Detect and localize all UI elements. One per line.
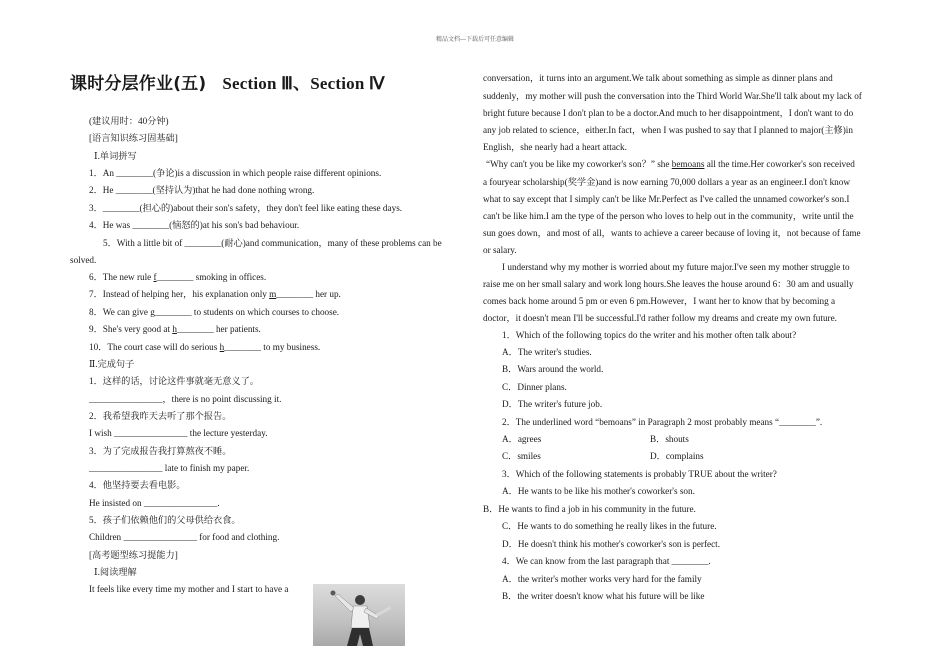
passage-p2-line-3: what to say except that I simply can't be like Mr.Perfect as I've called the unnamed coworker's son.I [483, 194, 850, 204]
page-header-note: 精品文档---下载后可任意编辑 [436, 37, 514, 43]
reading-question-3: 3．Which of the following statements is probably TRUE about the writer? [502, 469, 777, 479]
reading-passage-start: It feels like every time my mother and I start to have a [89, 584, 289, 594]
spelling-question-4: 4．He was ________(恼怒的)at his son's bad behaviour. [89, 220, 300, 230]
sentence-5-english: Children ________________ for food and clothing. [89, 532, 280, 542]
reading-question-1-option-c: C．Dinner plans. [502, 382, 567, 392]
reading-question-2-option-d: D．complains [650, 451, 704, 461]
spelling-question-9: 9．She's very good at h________ her patients. [89, 324, 261, 334]
reading-question-3-option-c: C．He wants to do something he really likes in the future. [502, 521, 717, 531]
reading-question-1-option-b: B．Wars around the world. [502, 364, 604, 374]
reading-question-3-option-b: B．He wants to find a job in his community in the future. [483, 504, 696, 514]
sentence-4-chinese: 4．他坚持要去看电影。 [89, 480, 186, 490]
reading-question-2-option-a: A．agrees [502, 434, 542, 444]
part-heading-reading: Ⅰ.阅读理解 [94, 567, 137, 577]
reading-question-1-option-d: D．The writer's future job. [502, 399, 603, 409]
sentence-4-english: He insisted on ________________. [89, 498, 220, 508]
passage-p2-line-1: “Why can't you be like my coworker's son？” she bemoans all the time.Her coworker's son received [486, 159, 855, 169]
sentence-3-chinese: 3．为了完成报告我打算熬夜不睡。 [89, 446, 232, 456]
passage-p2-line-2: a fouryear scholarship(奖学金)and is now earning 70,000 dollars a year as an engineer.I don't know [483, 177, 851, 187]
passage-p3-line-2: raise me on her small salary and work long hours.She leaves the house around 6：30 am and usually [483, 279, 854, 289]
part-heading-spelling: Ⅰ.单词拼写 [94, 151, 137, 161]
passage-p1-line-4: any job related to science，either.In fact，when I was pushed to say that I planned to major(主修)in [483, 125, 853, 135]
reading-question-4-option-b: B．the writer doesn't know what his future will be like [502, 591, 705, 601]
passage-p2-line-5: sun goes down，and most of all，wants to achieve a career because of loving it，not because of fame [483, 228, 861, 238]
sentence-2-chinese: 2．我希望我昨天去听了那个报告。 [89, 411, 232, 421]
passage-p2-line-6: or salary. [483, 245, 517, 255]
part-heading-sentences: Ⅱ.完成句子 [89, 359, 135, 369]
title-chinese: 课时分层作业(五) [70, 74, 207, 94]
passage-p1-line-3: bright future because I don't plan to be a doctor.And much to her disappointment，I don't want to do [483, 108, 854, 118]
reading-question-2-option-c: C．smiles [502, 451, 541, 461]
sentence-5-chinese: 5．孩子们依赖他们的父母供给衣食。 [89, 515, 241, 525]
spelling-question-5-continued: solved. [70, 255, 97, 265]
passage-p3-line-3: comes back home around 5 pm or even 6 pm.However，I want her to know that by becoming a [483, 296, 836, 306]
spelling-question-3: 3．________(担心的)about their son's safety，they don't feel like eating these days. [89, 203, 403, 213]
reading-question-1-option-a: A．The writer's studies. [502, 347, 592, 357]
reading-question-3-option-a: A．He wants to be like his mother's coworker's son. [502, 486, 695, 496]
passage-p3-line-1: I understand why my mother is worried about my future major.I've seen my mother struggle to [502, 262, 850, 272]
section-heading-exam: [高考题型练习提能力] [89, 550, 178, 560]
spelling-question-8: 8．We can give g________ to students on which courses to choose. [89, 307, 340, 317]
sentence-1-english: ________________，there is no point discussing it. [89, 394, 282, 404]
reading-question-3-option-d: D．He doesn't think his mother's coworker's son is perfect. [502, 539, 721, 549]
passage-p2-line-4: can't be like him.I am the type of the person who loves to help out in the community，write until the [483, 211, 854, 221]
passage-p1-line-1: conversation，it turns into an argument.We talk about something as simple as dinner plans and [483, 73, 833, 83]
reading-question-4-option-a: A．the writer's mother works very hard for the family [502, 574, 702, 584]
sentence-2-english: I wish ________________ the lecture yesterday. [89, 428, 268, 438]
section-heading-language: [语言知识练习固基础] [89, 133, 178, 143]
time-note: (建议用时：40分钟) [89, 116, 169, 126]
passage-p1-line-5: English，she nearly had a heart attack. [483, 142, 627, 152]
spelling-question-7: 7．Instead of helping her，his explanation only m________ her up. [89, 289, 341, 299]
page-title [70, 74, 385, 94]
student-photo [313, 584, 405, 646]
spelling-question-1: 1．An ________(争论)is a discussion in which people raise different opinions. [89, 168, 382, 178]
passage-p1-line-2: suddenly，my mother will push the conversation into the Third World War.She'll talk about my lack of [483, 91, 862, 101]
reading-question-2-option-b: B．shouts [650, 434, 689, 444]
spelling-question-10: 10．The court case will do serious h________ to my business. [89, 342, 321, 352]
passage-p3-line-4: doctor，it doesn't mean I'll be successful.I'd rather follow my dreams and create my own future. [483, 313, 837, 323]
spelling-question-6: 6．The new rule f________ smoking in offices. [89, 272, 267, 282]
reading-question-1: 1．Which of the following topics do the writer and his mother often talk about? [502, 330, 797, 340]
spelling-question-2: 2．He ________(坚持认为)that he had done nothing wrong. [89, 185, 315, 195]
sentence-3-english: ________________ late to finish my paper. [89, 463, 250, 473]
underlined-word-bemoans: bemoans [671, 159, 705, 169]
reading-question-2: 2．The underlined word “bemoans” in Paragraph 2 most probably means “________”. [502, 417, 823, 427]
reading-question-4: 4．We can know from the last paragraph that ________. [502, 556, 711, 566]
spelling-question-5: 5．With a little bit of ________(耐心)and communication，many of these problems can be [103, 238, 442, 248]
sentence-1-chinese: 1．这样的话，讨论这件事就毫无意义了。 [89, 376, 259, 386]
title-section: Section Ⅲ、Section Ⅳ [222, 74, 385, 93]
